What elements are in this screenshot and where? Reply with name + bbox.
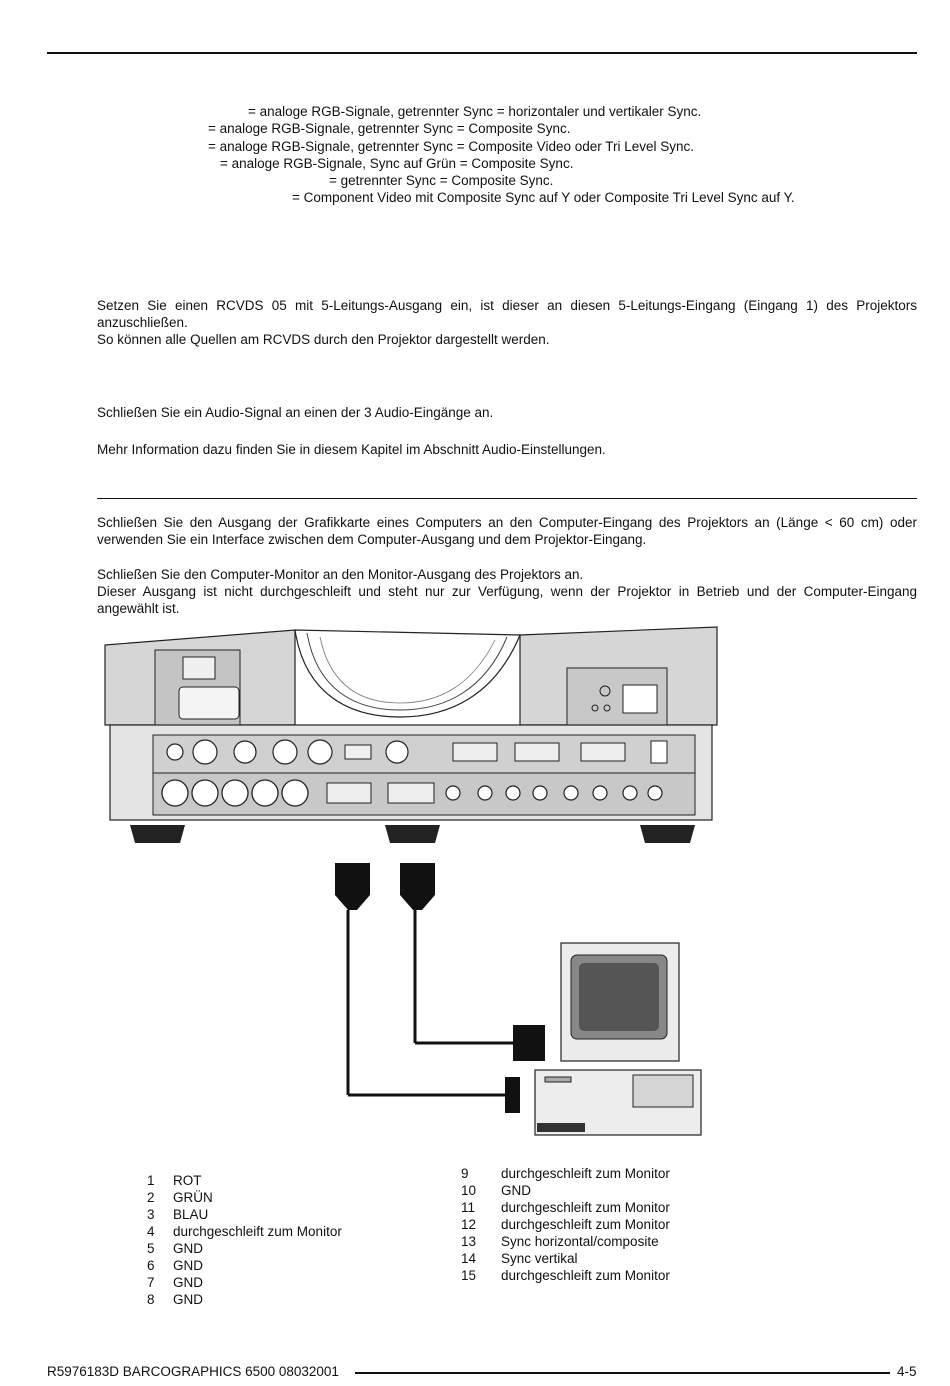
audio-text-2: Mehr Information dazu finden Sie in diesem Kapitel im Abschnitt Audio-Einstellungen. <box>97 442 606 457</box>
computer-illustration <box>535 943 701 1135</box>
signal-line-1: = analoge RGB-Signale, getrennter Sync = horizontaler und vertikaler Sync. <box>248 104 702 119</box>
pin-item: 1 ROT <box>147 1173 202 1188</box>
pin-item: 2 GRÜN <box>147 1190 213 1205</box>
page-number: 4-5 <box>897 1364 917 1379</box>
connection-diagram <box>95 625 725 1140</box>
rcvds-text-1: Setzen Sie einen RCVDS 05 mit 5-Leitungs-Ausgang ein, ist dieser an diesen 5-Leitungs-Eingang (Eingang 1) des Projektors anzuschließen. <box>97 298 917 330</box>
signal-line-4: = analoge RGB-Signale, Sync auf Grün = Composite Sync. <box>220 156 574 171</box>
pin-item: 3 BLAU <box>147 1207 209 1222</box>
pin-item: 15 durchgeschleift zum Monitor <box>461 1268 670 1283</box>
computer-text-2: Schließen Sie den Computer-Monitor an den Monitor-Ausgang des Projektors an. <box>97 567 584 582</box>
pin-item: 14 Sync vertikal <box>461 1251 578 1266</box>
pin-item: 11 durchgeschleift zum Monitor <box>461 1200 670 1215</box>
signal-line-6: = Component Video mit Composite Sync auf Y oder Composite Tri Level Sync auf Y. <box>292 190 795 205</box>
rcvds-text-2: So können alle Quellen am RCVDS durch den Projektor dargestellt werden. <box>97 332 550 347</box>
computer-text-3: Dieser Ausgang ist nicht durchgeschleift und steht nur zur Verfügung, wenn der Projektor in Betrieb und der Computer-Eingang angewählt ist. <box>97 584 917 616</box>
computer-paragraph-2 <box>97 566 917 617</box>
rcvds-paragraph <box>97 297 917 348</box>
pin-item: 10 GND <box>461 1183 531 1198</box>
pin-item: 6 GND <box>147 1258 203 1273</box>
pin-item: 13 Sync horizontal/composite <box>461 1234 659 1249</box>
section-rule <box>97 498 917 499</box>
pin-item: 8 GND <box>147 1292 203 1307</box>
pin-item: 5 GND <box>147 1241 203 1256</box>
header-rule <box>47 52 917 54</box>
pin-item: 12 durchgeschleift zum Monitor <box>461 1217 670 1232</box>
audio-text-1: Schließen Sie ein Audio-Signal an einen der 3 Audio-Eingänge an. <box>97 405 494 420</box>
computer-text-1: Schließen Sie den Ausgang der Grafikkarte eines Computers an den Computer-Eingang des Projektors an (Länge < 60 cm) oder verwenden Sie ein Interface zwischen dem Computer-Ausgang und dem Projektor-Eingang. <box>97 515 917 547</box>
vga-cables <box>335 863 545 1113</box>
pin-item: 4 durchgeschleift zum Monitor <box>147 1224 342 1239</box>
signal-line-2: = analoge RGB-Signale, getrennter Sync = Composite Sync. <box>208 121 571 136</box>
footer-rule <box>355 1372 890 1374</box>
footer-doc-id: R5976183D BARCOGRAPHICS 6500 08032001 <box>47 1364 339 1379</box>
pin-item: 9 durchgeschleift zum Monitor <box>461 1166 670 1181</box>
signal-line-3: = analoge RGB-Signale, getrennter Sync = Composite Video oder Tri Level Sync. <box>208 139 695 154</box>
pin-item: 7 GND <box>147 1275 203 1290</box>
signal-line-5: = getrennter Sync = Composite Sync. <box>329 173 554 188</box>
projector-illustration <box>105 627 717 843</box>
